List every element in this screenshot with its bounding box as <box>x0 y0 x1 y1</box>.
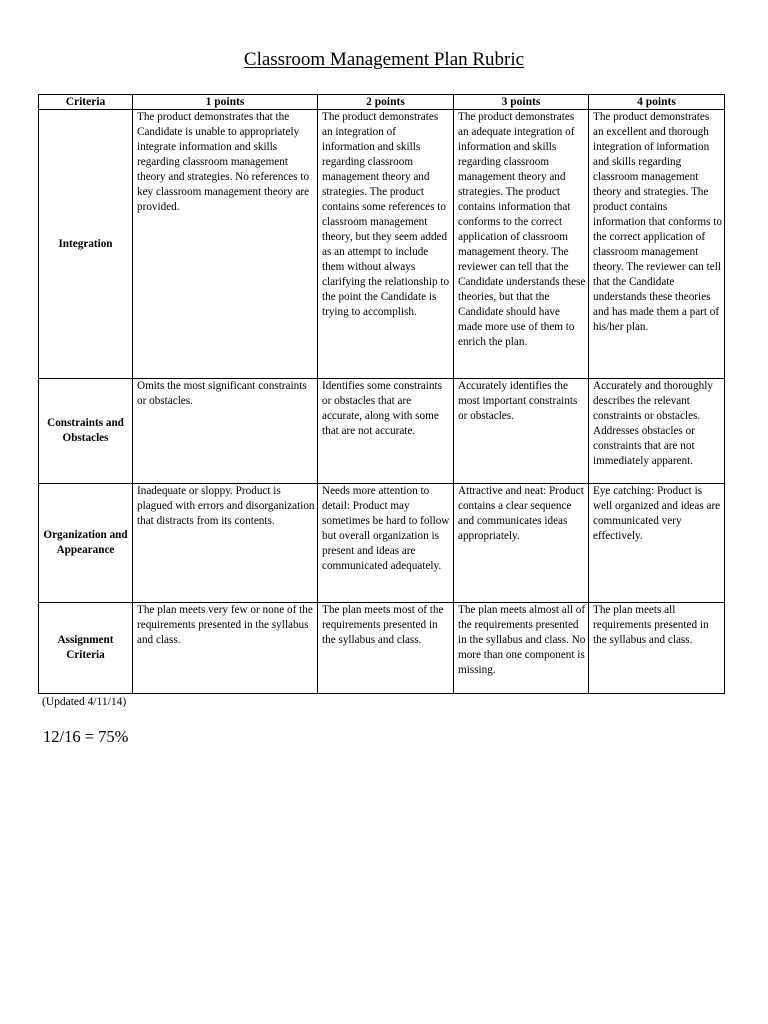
updated-note: (Updated 4/11/14) <box>42 696 127 708</box>
header-3-points: 3 points <box>454 95 589 110</box>
cell-constraints-4: Accurately and thoroughly describes the relevant constraints or obstacles. Addresses obstacles or constraints that are not immediately apparent. <box>589 379 725 484</box>
cell-organization-2: Needs more attention to detail: Product may sometimes be hard to follow but overall organization is present and ideas are communicated adequately. <box>318 484 454 603</box>
header-2-points: 2 points <box>318 95 454 110</box>
criterion-assignment: Assignment Criteria <box>39 603 133 694</box>
table-row-assignment <box>39 603 725 694</box>
cell-integration-3: The product demonstrates an adequate integration of information and skills regarding classroom management theory and strategies. The product contains information that conforms to the correct application of classroom management theory. The reviewer can tell that the Candidate understands these theories, but that the Candidate should have made more use of them to enrich the plan. <box>454 110 589 379</box>
cell-constraints-2: Identifies some constraints or obstacles that are accurate, along with some that are not accurate. <box>318 379 454 484</box>
table-row-organization <box>39 484 725 603</box>
header-1-points: 1 points <box>133 95 318 110</box>
cell-assignment-4: The plan meets all requirements presented in the syllabus and class. <box>589 603 725 694</box>
document-title <box>0 49 768 71</box>
cell-integration-2: The product demonstrates an integration of information and skills regarding classroom management theory and strategies. The product contains some references to classroom management theory, but they seem added as an attempt to include them without always clarifying the relationship to the point the Candidate is trying to accomplish. <box>318 110 454 379</box>
cell-constraints-3: Accurately identifies the most important constraints or obstacles. <box>454 379 589 484</box>
cell-integration-4: The product demonstrates an excellent and thorough integration of information and skills regarding classroom management theory and strategies. The product contains information that conforms to the correct application of classroom management theory. The reviewer can tell that the Candidate understands these theories and has made them a part of his/her plan. <box>589 110 725 379</box>
criterion-organization: Organization and Appearance <box>39 484 133 603</box>
title-text: Classroom Management Plan Rubric <box>243 49 525 70</box>
cell-assignment-1: The plan meets very few or none of the requirements presented in the syllabus and class. <box>133 603 318 694</box>
cell-assignment-2: The plan meets most of the requirements presented in the syllabus and class. <box>318 603 454 694</box>
cell-organization-4: Eye catching: Product is well organized and ideas are communicated very effectively. <box>589 484 725 603</box>
cell-integration-1: The product demonstrates that the Candidate is unable to appropriately integrate information and skills regarding classroom management theory and strategies. No references to key classroom management theory are provided. <box>133 110 318 379</box>
header-row <box>39 95 725 110</box>
header-criteria: Criteria <box>39 95 133 110</box>
table-row-constraints <box>39 379 725 484</box>
cell-assignment-3: The plan meets almost all of the requirements presented in the syllabus and class. No more than one component is missing. <box>454 603 589 694</box>
cell-organization-1: Inadequate or sloppy. Product is plagued with errors and disorganization that distracts from its contents. <box>133 484 318 603</box>
table-row-integration <box>39 110 725 379</box>
criterion-constraints: Constraints and Obstacles <box>39 379 133 484</box>
rubric-table <box>38 94 725 694</box>
cell-organization-3: Attractive and neat: Product contains a clear sequence and communicates ideas appropriately. <box>454 484 589 603</box>
header-4-points: 4 points <box>589 95 725 110</box>
score-text: 12/16 = 75% <box>43 727 129 746</box>
cell-constraints-1: Omits the most significant constraints or obstacles. <box>133 379 318 484</box>
criterion-integration: Integration <box>39 110 133 379</box>
